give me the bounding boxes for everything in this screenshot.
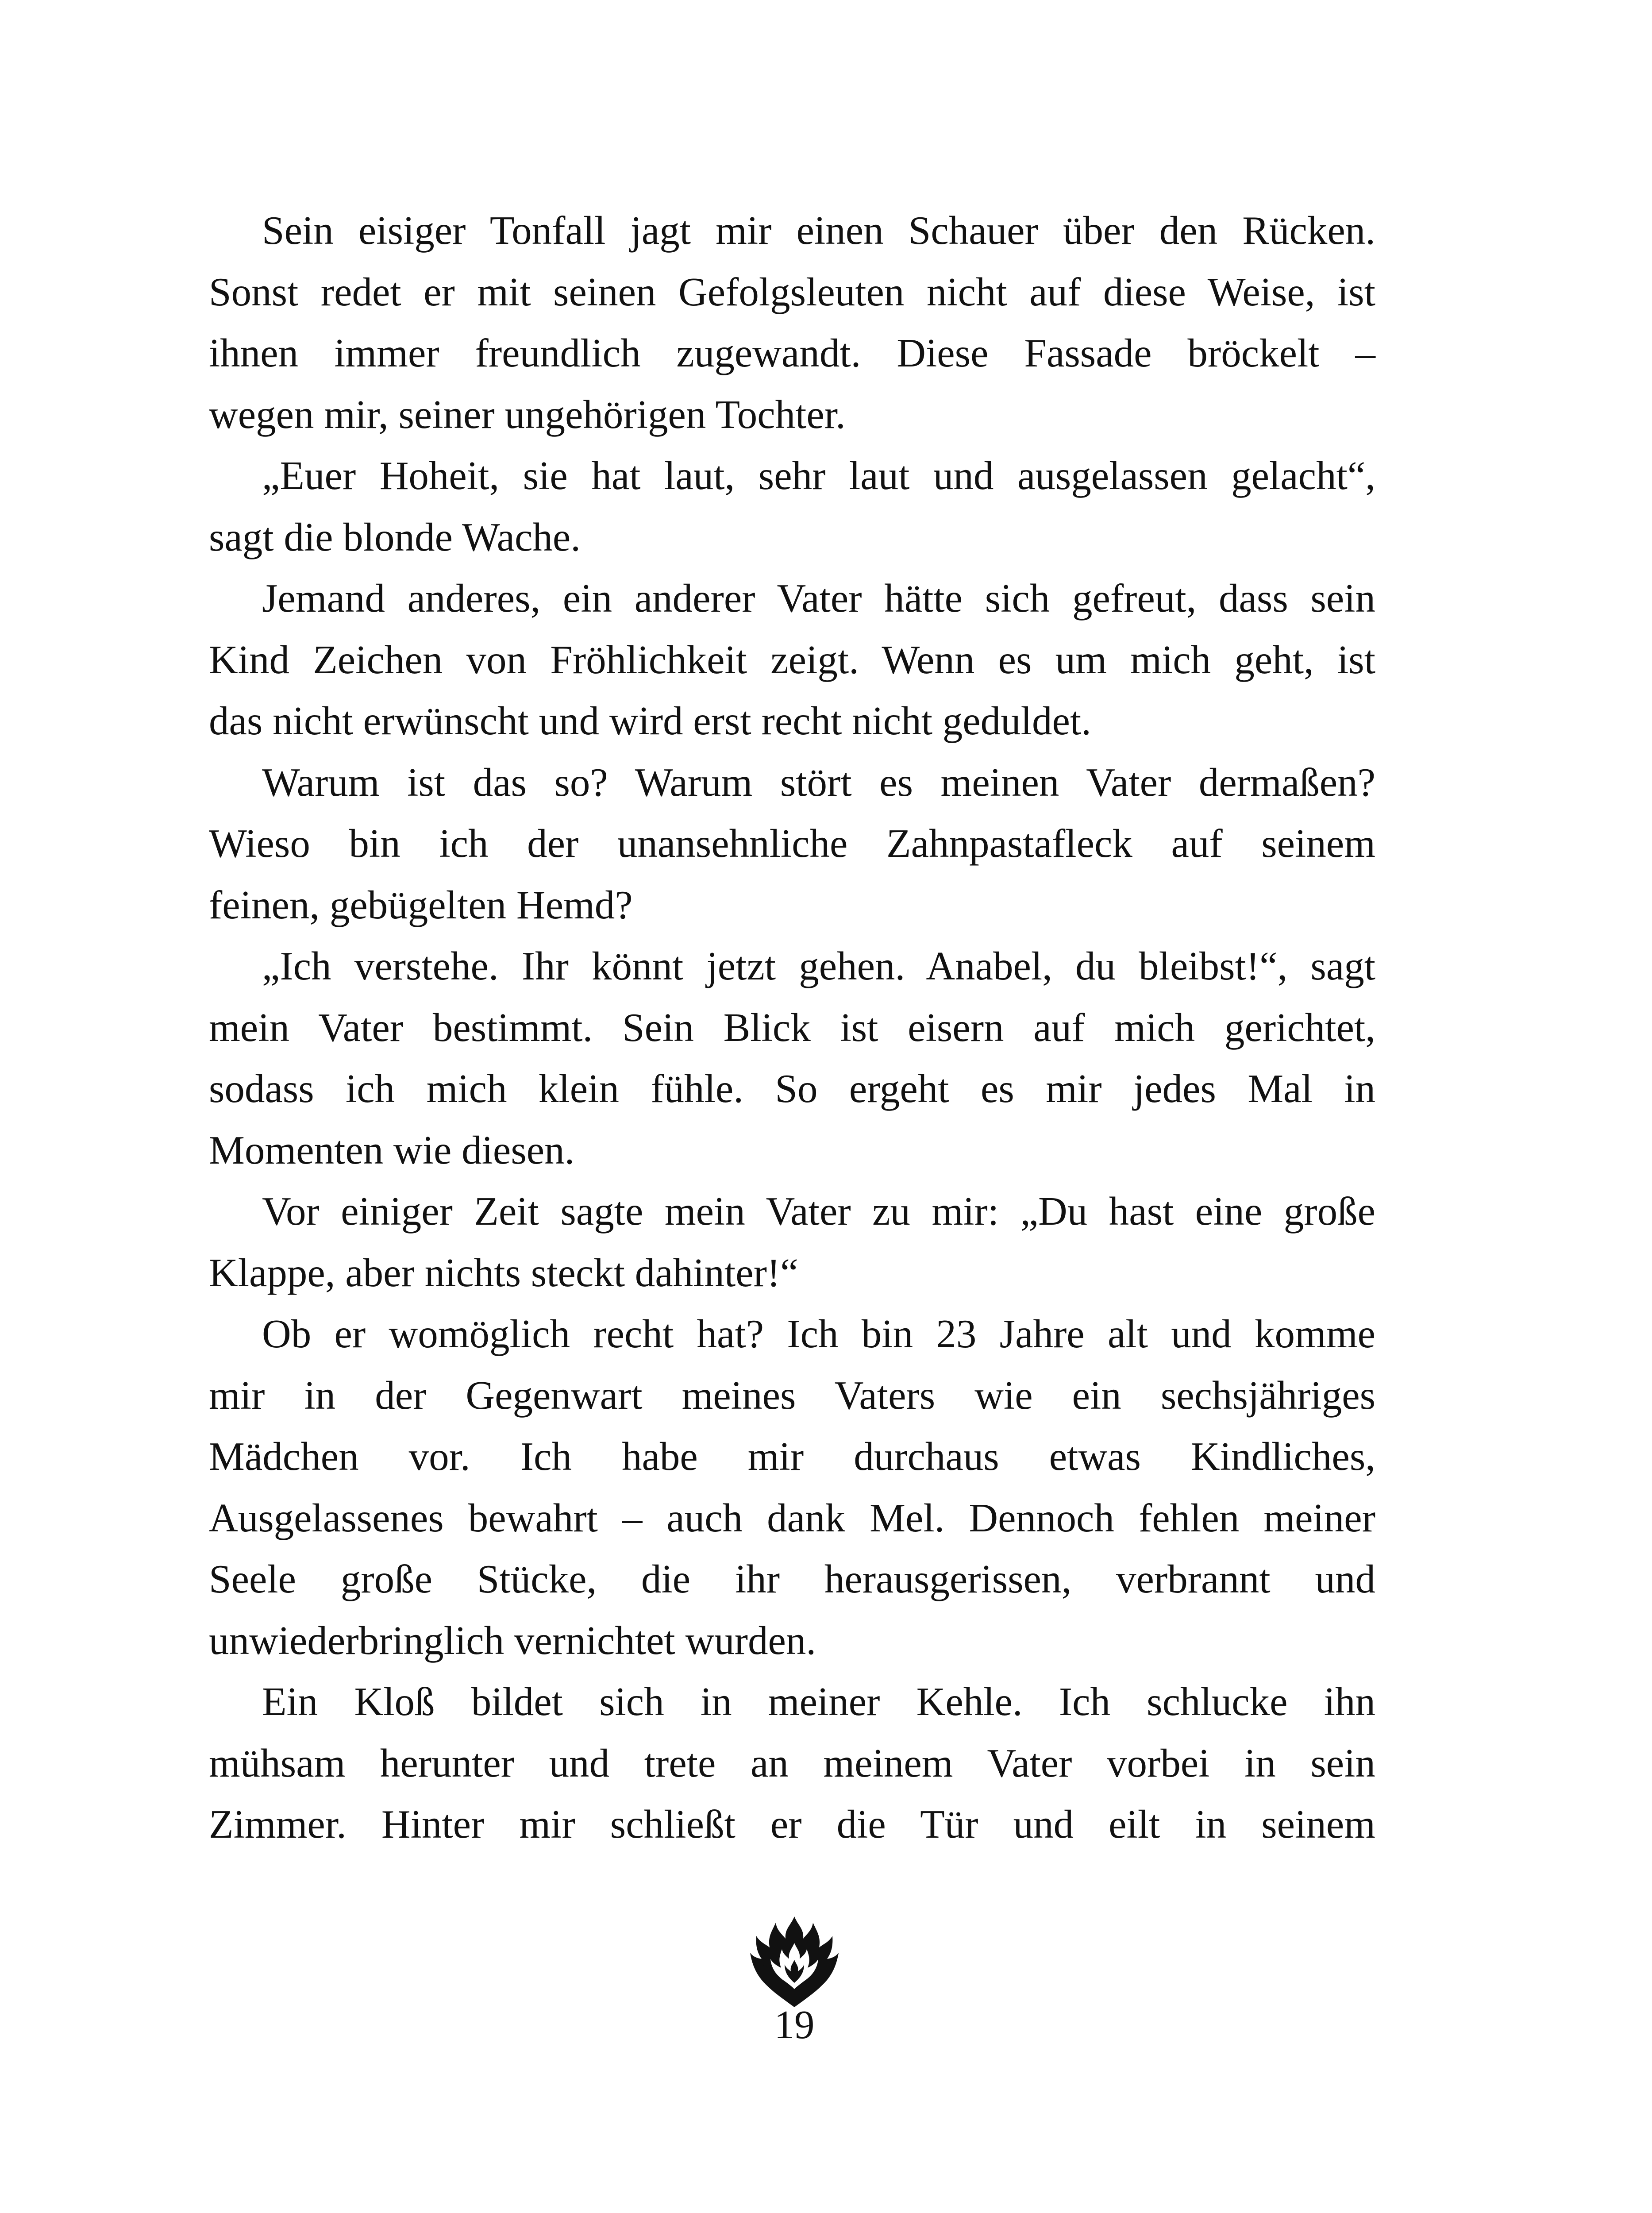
text-line: Wieso bin ich der unansehnliche Zahnpastafleck auf seinem <box>209 821 1375 866</box>
text-line: Sein eisiger Tonfall jagt mir einen Schauer über den Rücken. <box>262 208 1375 253</box>
text-line: Jemand anderes, ein anderer Vater hätte sich gefreut, dass sein <box>262 576 1375 621</box>
text-line: Ausgelassenes bewahrt – auch dank Mel. Dennoch fehlen meiner <box>209 1495 1375 1540</box>
text-line: sagt die blonde Wache. <box>209 514 581 559</box>
text-line: Ein Kloß bildet sich in meiner Kehle. Ich schlucke ihn <box>262 1679 1375 1724</box>
text-line: unwiederbringlich vernichtet wurden. <box>209 1618 816 1663</box>
text-line: das nicht erwünscht und wird erst recht nicht geduldet. <box>209 698 1091 743</box>
paragraph <box>209 445 1375 568</box>
text-line: Klappe, aber nichts steckt dahinter!“ <box>209 1250 798 1295</box>
paragraph <box>209 568 1375 752</box>
text-line: Sonst redet er mit seinen Gefolgsleuten nicht auf diese Weise, ist <box>209 269 1375 314</box>
paragraph <box>209 936 1375 1181</box>
text-line: „Euer Hoheit, sie hat laut, sehr laut und ausgelassen gelacht“, <box>262 453 1375 498</box>
text-line: Ob er womöglich recht hat? Ich bin 23 Jahre alt und komme <box>262 1311 1375 1356</box>
text-line: „Ich verstehe. Ihr könnt jetzt gehen. Anabel, du bleibst!“, sagt <box>262 944 1375 988</box>
paragraph <box>209 200 1375 445</box>
text-line: mir in der Gegenwart meines Vaters wie ein sechsjähriges <box>209 1373 1375 1418</box>
flame-ornament-icon <box>750 1916 839 2007</box>
text-line: Mädchen vor. Ich habe mir durchaus etwas Kindliches, <box>209 1434 1375 1479</box>
paragraph <box>209 1181 1375 1303</box>
text-line: ihnen immer freundlich zugewandt. Diese Fassade bröckelt – <box>209 331 1375 375</box>
paragraph <box>209 1671 1375 1855</box>
text-line: wegen mir, seiner ungehörigen Tochter. <box>209 392 846 437</box>
text-line: mein Vater bestimmt. Sein Blick ist eisern auf mich gerichtet, <box>209 1005 1375 1050</box>
text-line: feinen, gebügelten Hemd? <box>209 882 633 927</box>
body-text <box>209 200 1375 1855</box>
text-line: Warum ist das so? Warum stört es meinen Vater dermaßen? <box>262 760 1375 805</box>
page-number: 19 <box>774 2002 815 2047</box>
paragraph <box>209 752 1375 936</box>
text-line: Zimmer. Hinter mir schließt er die Tür und eilt in seinem <box>209 1802 1375 1847</box>
text-line: Vor einiger Zeit sagte mein Vater zu mir: „Du hast eine große <box>262 1189 1375 1234</box>
text-line: Seele große Stücke, die ihr herausgerissen, verbrannt und <box>209 1557 1375 1601</box>
text-line: mühsam herunter und trete an meinem Vater vorbei in sein <box>209 1740 1375 1785</box>
text-line: Momenten wie diesen. <box>209 1127 575 1172</box>
text-line: Kind Zeichen von Fröhlichkeit zeigt. Wenn es um mich geht, ist <box>209 637 1375 682</box>
text-line: sodass ich mich klein fühle. So ergeht es mir jedes Mal in <box>209 1066 1375 1111</box>
paragraph <box>209 1303 1375 1671</box>
